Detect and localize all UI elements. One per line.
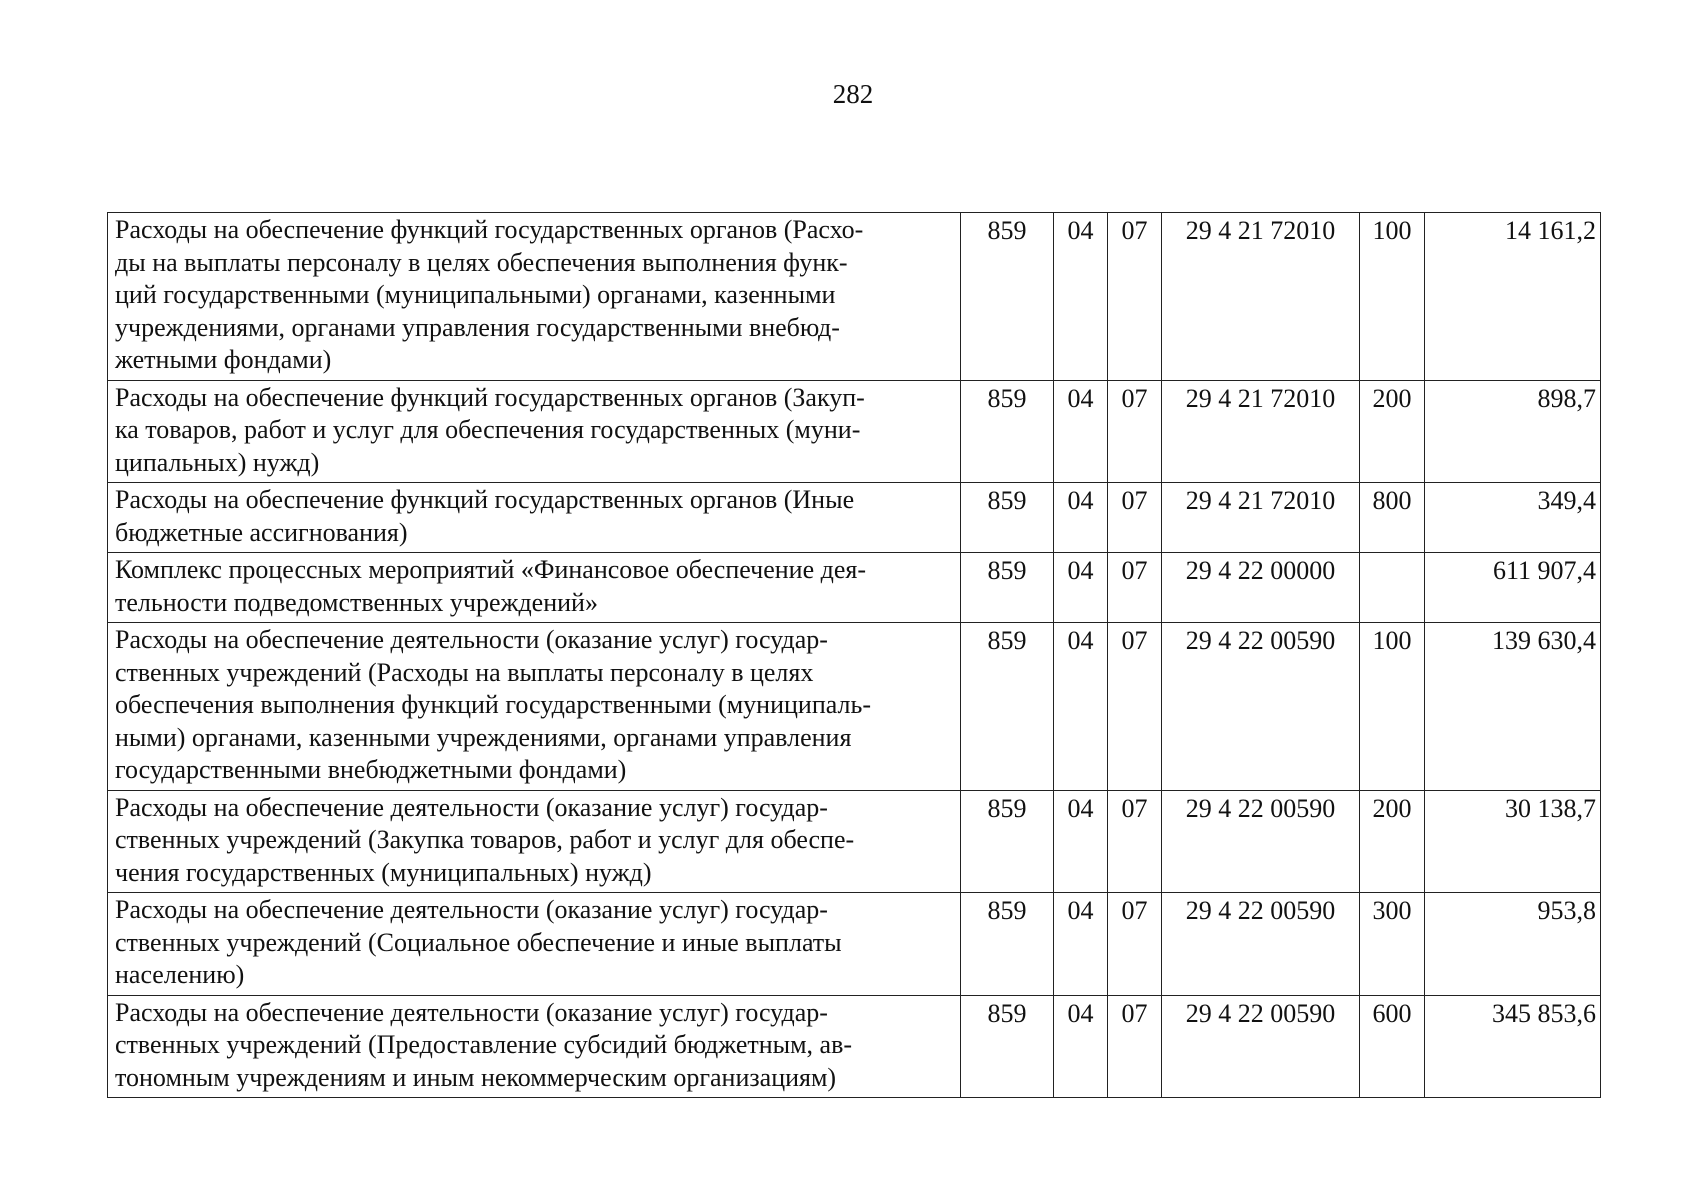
table-row [108, 893, 1601, 996]
subsection-code-cell: 07 [1108, 380, 1162, 483]
expense-name-cell [108, 553, 961, 623]
expense-name-line: тельности подведомственных учреждений» [115, 587, 598, 617]
sum-cell: 30 138,7 [1425, 790, 1601, 893]
expense-type-cell: 300 [1360, 893, 1425, 996]
expense-name-line: ными) органами, казенными учреждениями, органами управления [115, 722, 852, 752]
subsection-code-cell: 07 [1108, 553, 1162, 623]
admin-code-cell: 859 [961, 553, 1054, 623]
table-body [108, 213, 1601, 1098]
expense-name-cell [108, 213, 961, 381]
table-row [108, 995, 1601, 1098]
table-row [108, 790, 1601, 893]
admin-code-cell: 859 [961, 790, 1054, 893]
expense-name-line: Расходы на обеспечение функций государственных органов (Иные [115, 485, 855, 514]
expense-name-line: жетными фондами) [115, 345, 332, 374]
expense-name-line: Расходы на обеспечение деятельности (оказание услуг) государ- [115, 625, 828, 654]
admin-code-cell: 859 [961, 893, 1054, 996]
expense-type-cell [1360, 553, 1425, 623]
target-article-cell: 29 4 22 00590 [1162, 623, 1360, 791]
expense-name-line: Комплекс процессных мероприятий «Финансовое обеспечение дея- [115, 555, 867, 584]
expense-name-line: государственными внебюджетными фондами) [115, 755, 627, 784]
page-number: 282 [832, 79, 874, 109]
expense-name-line: Расходы на обеспечение деятельности (оказание услуг) государ- [115, 895, 828, 924]
expense-type-cell: 800 [1360, 483, 1425, 553]
subsection-code-cell: 07 [1108, 483, 1162, 553]
expense-name-cell [108, 483, 961, 553]
expense-name-line: бюджетные ассигнования) [115, 517, 408, 547]
expense-name-line: Расходы на обеспечение функций государственных органов (Расхо- [115, 215, 864, 244]
expense-name-line: Расходы на обеспечение функций государственных органов (Закуп- [115, 382, 865, 412]
target-article-cell: 29 4 22 00590 [1162, 893, 1360, 996]
table-row [108, 380, 1601, 483]
expense-name-line: ственных учреждений (Закупка товаров, работ и услуг для обеспе- [115, 825, 855, 854]
section-code-cell: 04 [1054, 380, 1108, 483]
sum-cell: 139 630,4 [1425, 623, 1601, 791]
expense-name-line: чения государственных (муниципальных) нужд) [115, 857, 652, 887]
expense-name-line: учреждениями, органами управления государственными внебюд- [115, 312, 840, 342]
subsection-code-cell: 07 [1108, 623, 1162, 791]
sum-cell: 14 161,2 [1425, 213, 1601, 381]
expense-type-cell: 100 [1360, 213, 1425, 381]
expense-name-line: ка товаров, работ и услуг для обеспечения государственных (муни- [115, 415, 861, 444]
expense-type-cell: 200 [1360, 380, 1425, 483]
sum-cell: 898,7 [1425, 380, 1601, 483]
target-article-cell: 29 4 21 72010 [1162, 213, 1360, 381]
admin-code-cell: 859 [961, 380, 1054, 483]
target-article-cell: 29 4 21 72010 [1162, 380, 1360, 483]
section-code-cell: 04 [1054, 483, 1108, 553]
expense-type-cell: 200 [1360, 790, 1425, 893]
sum-cell: 345 853,6 [1425, 995, 1601, 1098]
expense-name-line: Расходы на обеспечение деятельности (оказание услуг) государ- [115, 792, 828, 822]
sum-cell: 349,4 [1425, 483, 1601, 553]
target-article-cell: 29 4 21 72010 [1162, 483, 1360, 553]
expense-type-cell: 600 [1360, 995, 1425, 1098]
section-code-cell: 04 [1054, 213, 1108, 381]
section-code-cell: 04 [1054, 553, 1108, 623]
expense-type-cell: 100 [1360, 623, 1425, 791]
expense-name-line: Расходы на обеспечение деятельности (оказание услуг) государ- [115, 997, 828, 1027]
expense-name-line: ственных учреждений (Предоставление субсидий бюджетным, ав- [115, 1030, 853, 1059]
section-code-cell: 04 [1054, 790, 1108, 893]
subsection-code-cell: 07 [1108, 893, 1162, 996]
admin-code-cell: 859 [961, 213, 1054, 381]
expense-name-line: населению) [115, 960, 245, 989]
expense-name-cell [108, 790, 961, 893]
sum-cell: 611 907,4 [1425, 553, 1601, 623]
table-row [108, 623, 1601, 791]
expense-name-line: обеспечения выполнения функций государственными (муниципаль- [115, 690, 872, 719]
subsection-code-cell: 07 [1108, 995, 1162, 1098]
expense-name-cell [108, 995, 961, 1098]
target-article-cell: 29 4 22 00590 [1162, 790, 1360, 893]
table-row [108, 483, 1601, 553]
expense-name-line: ственных учреждений (Расходы на выплаты персоналу в целях [115, 657, 814, 687]
section-code-cell: 04 [1054, 995, 1108, 1098]
expense-name-line: ды на выплаты персоналу в целях обеспечения выполнения функ- [115, 247, 848, 277]
subsection-code-cell: 07 [1108, 213, 1162, 381]
admin-code-cell: 859 [961, 483, 1054, 553]
table-row [108, 213, 1601, 381]
expense-name-line: тономным учреждениям и иным некоммерческим организациям) [115, 1062, 837, 1092]
section-code-cell: 04 [1054, 623, 1108, 791]
sum-cell: 953,8 [1425, 893, 1601, 996]
budget-table [107, 212, 1601, 1098]
table-row [108, 553, 1601, 623]
expense-name-cell [108, 893, 961, 996]
section-code-cell: 04 [1054, 893, 1108, 996]
admin-code-cell: 859 [961, 623, 1054, 791]
expense-name-line: ственных учреждений (Социальное обеспечение и иные выплаты [115, 927, 842, 957]
expense-name-cell [108, 380, 961, 483]
subsection-code-cell: 07 [1108, 790, 1162, 893]
expense-name-line: ций государственными (муниципальными) органами, казенными [115, 280, 836, 309]
target-article-cell: 29 4 22 00590 [1162, 995, 1360, 1098]
expense-name-cell [108, 623, 961, 791]
target-article-cell: 29 4 22 00000 [1162, 553, 1360, 623]
expense-name-line: ципальных) нужд) [115, 447, 320, 477]
admin-code-cell: 859 [961, 995, 1054, 1098]
